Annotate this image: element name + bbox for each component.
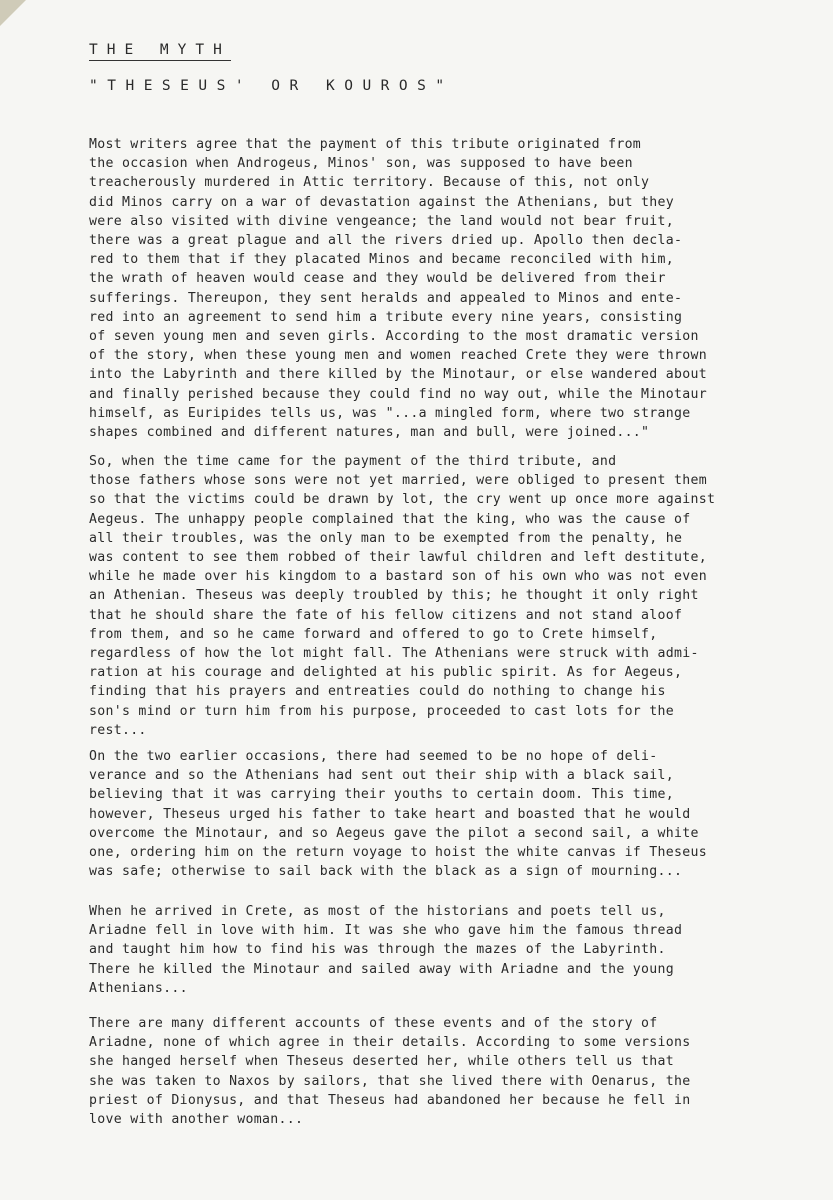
text-line: Most writers agree that the payment of this tribute originated from xyxy=(89,137,642,152)
text-line: regardless of how the lot might fall. The Athenians were struck with admi- xyxy=(89,646,699,662)
text-line: treacherously murdered in Attic territory. Because of this, not only xyxy=(89,175,650,191)
document-subtitle: "THESEUS' OR KOUROS" xyxy=(89,78,454,94)
text-line: the wrath of heaven would cease and they would be delivered from their xyxy=(89,271,666,287)
text-line: however, Theseus urged his father to take heart and boasted that he would xyxy=(89,806,691,822)
page-corner-fold xyxy=(0,0,26,26)
text-line: Aegeus. The unhappy people complained that the king, who was the cause of xyxy=(89,511,691,527)
text-line: was content to see them robbed of their lawful children and left destitute, xyxy=(89,550,707,566)
text-line: from them, and so he came forward and offered to go to Crete himself, xyxy=(89,626,658,642)
text-line: rest... xyxy=(89,722,147,738)
text-line: ration at his courage and delighted at his public spirit. As for Aegeus, xyxy=(89,665,683,681)
text-line: so that the victims could be drawn by lot, the cry went up once more against xyxy=(89,492,716,508)
text-line: Ariadne fell in love with him. It was she who gave him the famous thread xyxy=(89,923,683,939)
text-line: did Minos carry on a war of devastation against the Athenians, but they xyxy=(89,194,675,210)
text-line: On the two earlier occasions, there had seemed to be no hope of deli- xyxy=(89,749,658,764)
text-line: overcome the Minotaur, and so Aegeus gave the pilot a second sail, a white xyxy=(89,825,699,841)
text-line: of the story, when these young men and women reached Crete they were thrown xyxy=(89,348,707,364)
text-line: red into an agreement to send him a tribute every nine years, consisting xyxy=(89,309,683,325)
text-line: verance and so the Athenians had sent out their ship with a black sail, xyxy=(89,768,675,784)
text-line: sufferings. Thereupon, they sent heralds and appealed to Minos and ente- xyxy=(89,290,683,306)
text-line: there was a great plague and all the rivers dried up. Apollo then decla- xyxy=(89,233,683,249)
text-line: There are many different accounts of these events and of the story of xyxy=(89,1016,658,1031)
text-line: red to them that if they placated Minos and became reconciled with him, xyxy=(89,252,675,268)
text-line: and taught him how to find his was through the mazes of the Labyrinth. xyxy=(89,942,666,958)
text-line: were also visited with divine vengeance; the land would not bear fruit, xyxy=(89,213,675,229)
text-line: himself, as Euripides tells us, was "...a mingled form, where two strange xyxy=(89,405,691,421)
paragraph-third-tribute xyxy=(89,452,794,740)
text-line: she hanged herself when Theseus deserted her, while others tell us that xyxy=(89,1054,675,1070)
text-line: those fathers whose sons were not yet married, were obliged to present them xyxy=(89,473,707,489)
paragraph-accounts xyxy=(89,1014,794,1129)
text-line: believing that it was carrying their youths to certain doom. This time, xyxy=(89,787,675,803)
text-line: When he arrived in Crete, as most of the historians and poets tell us, xyxy=(89,904,666,919)
text-line: Athenians... xyxy=(89,980,188,996)
text-line: priest of Dionysus, and that Theseus had abandoned her because he fell in xyxy=(89,1092,691,1108)
text-line: an Athenian. Theseus was deeply troubled by this; he thought it only right xyxy=(89,588,699,604)
document-title: THE MYTH xyxy=(89,42,231,61)
text-line: of seven young men and seven girls. According to the most dramatic version xyxy=(89,329,699,345)
text-line: Ariadne, none of which agree in their details. According to some versions xyxy=(89,1035,691,1051)
text-line: love with another woman... xyxy=(89,1112,304,1128)
text-line: So, when the time came for the payment of the third tribute, and xyxy=(89,454,617,469)
text-line: while he made over his kingdom to a bastard son of his own who was not even xyxy=(89,569,707,585)
text-line: finding that his prayers and entreaties could do nothing to change his xyxy=(89,684,666,700)
paragraph-ariadne xyxy=(89,902,794,998)
text-line: the occasion when Androgeus, Minos' son, was supposed to have been xyxy=(89,156,633,172)
text-line: and finally perished because they could find no way out, while the Minotaur xyxy=(89,386,707,402)
paragraph-sails xyxy=(89,747,794,881)
text-line: son's mind or turn him from his purpose, proceeded to cast lots for the xyxy=(89,703,675,719)
text-line: that he should share the fate of his fellow citizens and not stand aloof xyxy=(89,607,683,623)
text-line: she was taken to Naxos by sailors, that she lived there with Oenarus, the xyxy=(89,1073,691,1089)
text-line: shapes combined and different natures, man and bull, were joined..." xyxy=(89,425,650,441)
paragraph-tribute-origin xyxy=(89,135,794,442)
text-line: into the Labyrinth and there killed by the Minotaur, or else wandered about xyxy=(89,367,707,383)
text-line: one, ordering him on the return voyage to hoist the white canvas if Theseus xyxy=(89,845,707,861)
text-line: There he killed the Minotaur and sailed away with Ariadne and the young xyxy=(89,961,675,977)
text-line: was safe; otherwise to sail back with the black as a sign of mourning... xyxy=(89,864,683,880)
text-line: all their troubles, was the only man to be exempted from the penalty, he xyxy=(89,530,683,546)
